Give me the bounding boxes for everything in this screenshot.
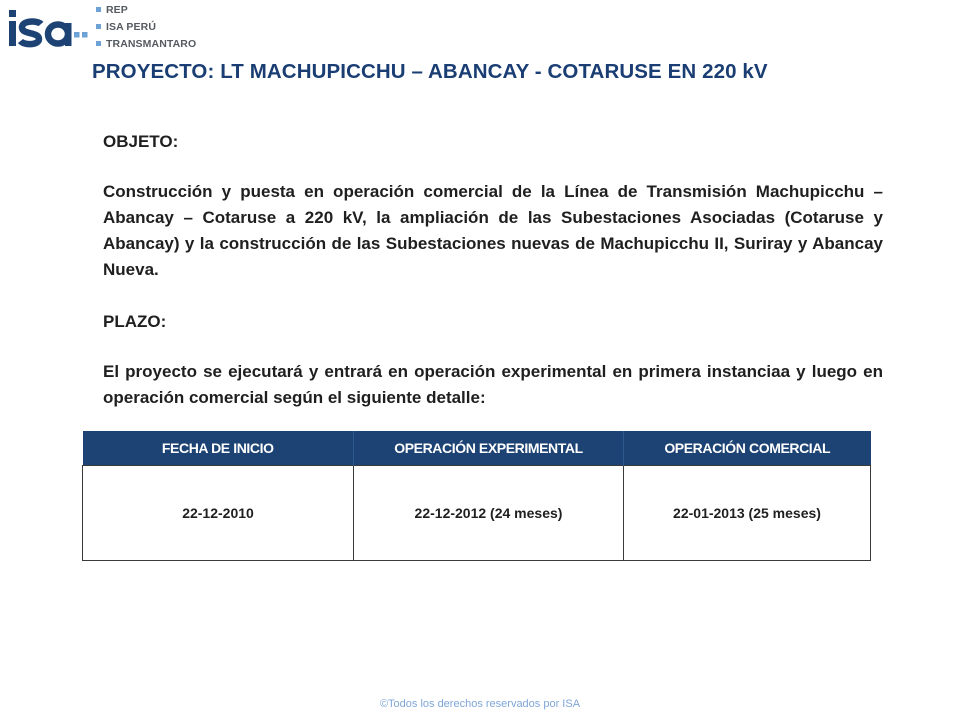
square-bullet-icon xyxy=(96,7,101,12)
isa-logo-mark xyxy=(8,10,92,50)
cell-fecha-inicio: 22-12-2010 xyxy=(83,466,354,561)
header-fecha-inicio: FECHA DE INICIO xyxy=(83,431,354,466)
objeto-text: Construcción y puesta en operación comercial de la Línea de Transmisión Machupicchu – Abancay – Cotaruse a 220 kV, la ampliación de las Subestaciones Asociadas (Cotaruse y Abancay) y la construcción de las Subestaciones nuevas de Machupicchu II, Suriray y Abancay Nueva. xyxy=(103,182,883,279)
plazo-text: El proyecto se ejecutará y entrará en operación experimental en primera instanciaa y luego en operación comercial según el siguiente detalle: xyxy=(103,362,883,407)
logo-company-label: TRANSMANTARO xyxy=(106,37,197,50)
isa-logo xyxy=(8,0,208,60)
square-bullet-icon xyxy=(96,24,101,29)
schedule-table xyxy=(82,431,871,561)
logo-company-item xyxy=(96,18,196,35)
cell-operacion-comercial: 22-01-2013 (25 meses) xyxy=(624,466,871,561)
header-operacion-experimental: OPERACIÓN EXPERIMENTAL xyxy=(354,431,624,466)
copyright-footer: ©Todos los derechos reservados por ISA xyxy=(379,698,581,710)
logo-company-list xyxy=(96,1,196,52)
cell-operacion-experimental: 22-12-2012 (24 meses) xyxy=(354,466,624,561)
logo-company-item xyxy=(96,1,196,18)
logo-company-item xyxy=(96,35,196,52)
header-operacion-comercial: OPERACIÓN COMERCIAL xyxy=(624,431,871,466)
objeto-heading: OBJETO: xyxy=(103,132,179,151)
table-header-row xyxy=(83,431,871,466)
plazo-heading: PLAZO: xyxy=(103,312,167,331)
page-title: PROYECTO: LT MACHUPICCHU – ABANCAY - COTARUSE EN 220 kV xyxy=(92,60,768,83)
slide-body xyxy=(103,129,883,437)
square-bullet-icon xyxy=(96,41,101,46)
table-row xyxy=(83,466,871,561)
logo-company-label: ISA PERÚ xyxy=(106,20,157,33)
logo-company-label: REP xyxy=(106,3,128,16)
